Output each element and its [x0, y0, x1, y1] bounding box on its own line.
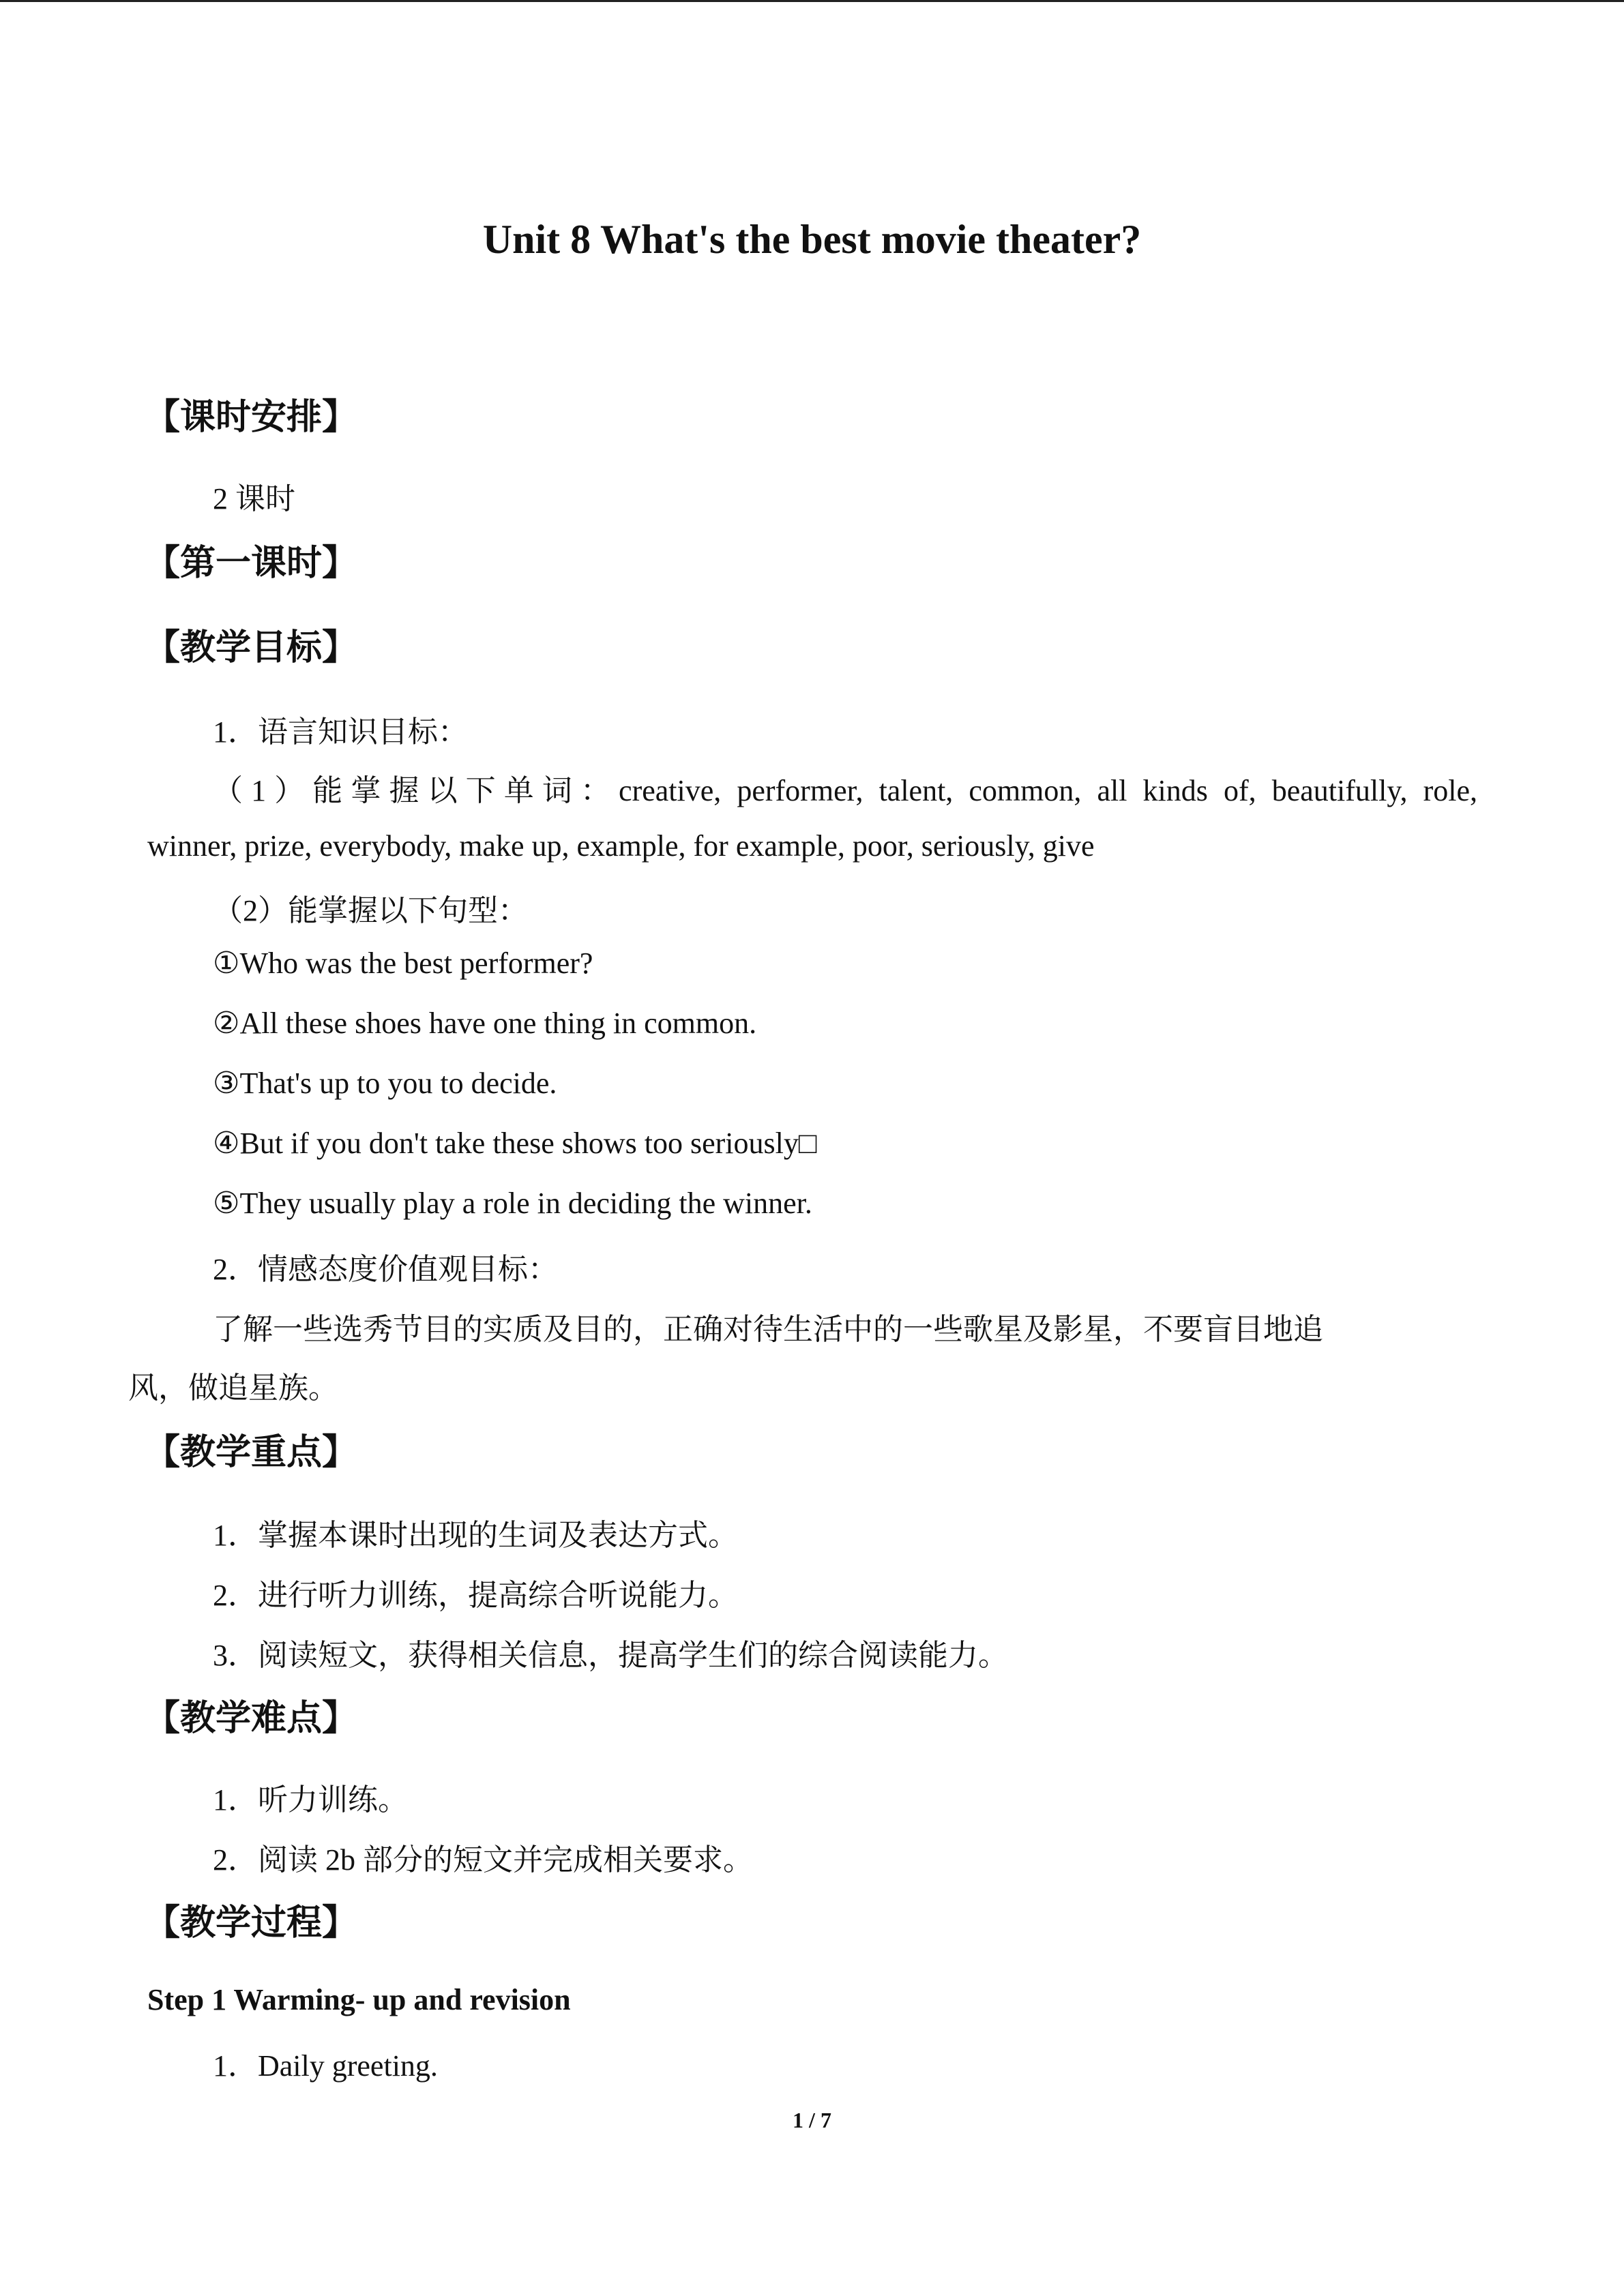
section-heading-objectives: 【教学目标】 [145, 627, 358, 668]
step-1-heading: Step 1 Warming- up and revision [147, 1983, 571, 2016]
document-title: Unit 8 What's the best movie theater? [482, 217, 1142, 262]
sentence-pattern: ①Who was the best performer? [213, 946, 593, 980]
difficulty-item: 1．听力训练。 [213, 1783, 408, 1817]
section-heading-difficulties: 【教学难点】 [145, 1698, 358, 1739]
section-heading-first-lesson: 【第一课时】 [145, 543, 358, 584]
page-number: 1 / 7 [793, 2108, 831, 2132]
objective-item-1: 1．语言知识目标： [213, 715, 468, 749]
sentence-pattern: ⑤They usually play a role in deciding the winner. [213, 1187, 812, 1220]
difficulty-item: 2．阅读 2b 部分的短文并完成相关要求。 [213, 1843, 753, 1877]
sentence-pattern: ②All these shoes have one thing in common. [213, 1007, 757, 1040]
key-point-item: 3．阅读短文，获得相关信息，提高学生们的综合阅读能力。 [213, 1639, 1008, 1672]
key-point-item: 2．进行听力训练，提高综合听说能力。 [213, 1579, 738, 1612]
section-heading-process: 【教学过程】 [145, 1903, 358, 1943]
sentence-pattern: ④But if you don't take these shows too seriously□ [213, 1127, 817, 1160]
sentence-patterns-intro: （2）能掌握以下句型： [213, 894, 528, 927]
attitude-line-1: 了解一些选秀节目的实质及目的，正确对待生活中的一些歌星及影星，不要盲目地追 [213, 1313, 1323, 1346]
sentence-pattern: ③That's up to you to decide. [213, 1067, 557, 1100]
attitude-line-2: 风，做追星族。 [128, 1371, 338, 1405]
section-heading-key-points: 【教学重点】 [145, 1432, 358, 1473]
section-heading-schedule: 【课时安排】 [145, 397, 358, 438]
vocabulary-line-2: winner, prize, everybody, make up, example, for example, poor, seriously, give [147, 829, 1095, 863]
objective-item-2: 2．情感态度价值观目标： [213, 1253, 558, 1286]
schedule-text: 2 课时 [213, 482, 295, 516]
vocabulary-line-1: （1）能掌握以下单词：creative, performer, talent, common, all kinds of, beautifully, role, [213, 774, 1477, 807]
step-1-item-1: 1．Daily greeting. [213, 2049, 438, 2083]
key-point-item: 1．掌握本课时出现的生词及表达方式。 [213, 1519, 738, 1552]
